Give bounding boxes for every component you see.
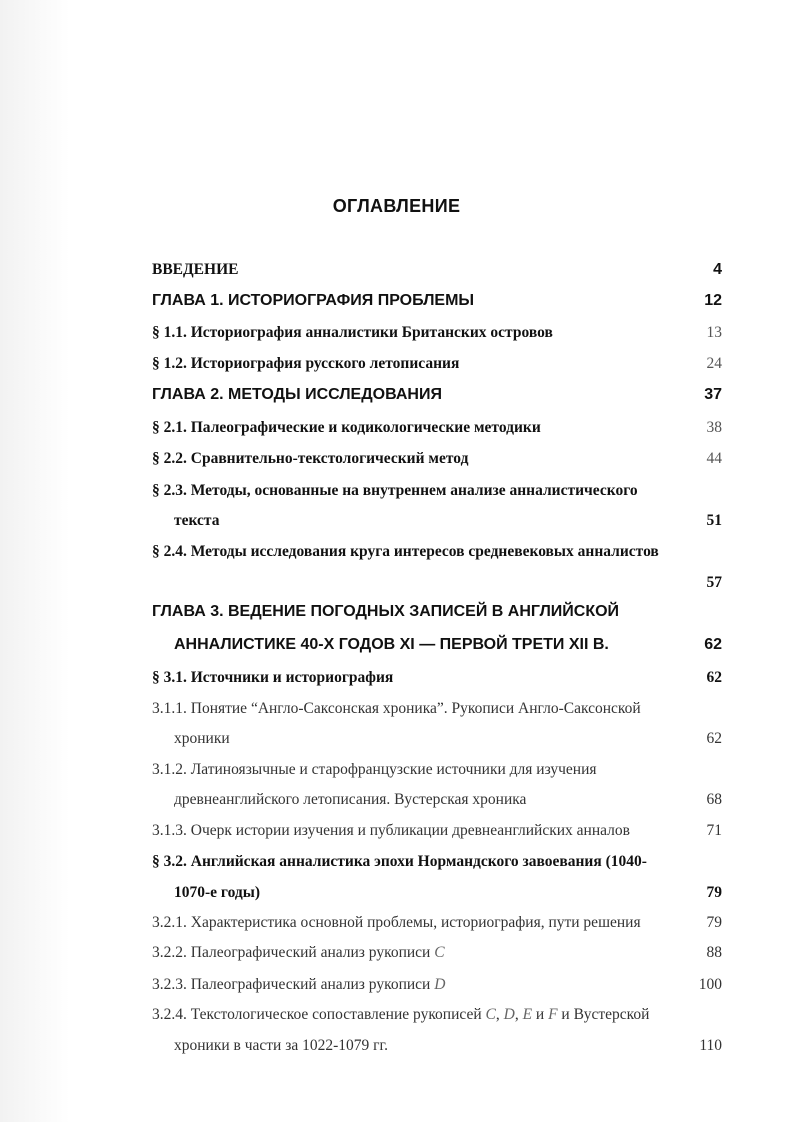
toc-entry-text-wrap [152, 1006, 649, 1024]
toc-entry-page: 57 [706, 574, 722, 591]
toc-entry-chapter-1[interactable] [152, 292, 722, 314]
toc-entry-text: § 2.4. Методы исследования круга интересов средневековых анналистов [152, 543, 659, 560]
toc-entry-text: 3.2.1. Характеристика основной проблемы, историография, пути решения [152, 914, 641, 931]
toc-entry-page: 4 [713, 261, 722, 278]
page-title: ОГЛАВЛЕНИЕ [332, 196, 461, 216]
toc-entry-page: 12 [704, 292, 722, 309]
toc-entry-text: § 2.1. Палеографические и кодикологические методики [152, 419, 541, 436]
toc-entry-subsection-3-2-2[interactable] [152, 944, 722, 966]
toc-entry-page: 44 [706, 450, 722, 467]
toc-entry-text: § 1.2. Историография русского летописания [152, 355, 460, 372]
toc-entry-section-2-4[interactable] [152, 543, 722, 565]
toc-entry-page: 68 [706, 791, 722, 808]
toc-entry-chapter-3[interactable] [152, 603, 722, 625]
toc-entry-text-cont: древнеанглийского летописания. Вустерская хроника [174, 791, 527, 808]
manuscript-siglum: E [522, 1006, 533, 1023]
manuscript-siglum: D [434, 976, 446, 993]
toc-entry-text-cont: хроники в части за 1022-1079 гг. [174, 1037, 388, 1054]
toc-entry-text: 3.2.3. Палеографический анализ рукописи [152, 976, 431, 993]
toc-entry-chapter-2[interactable] [152, 386, 722, 408]
toc-entry-section-3-1[interactable] [152, 669, 722, 691]
toc-entry-page: 62 [706, 669, 722, 686]
toc-entry-text: § 2.2. Сравнительно-текстологический метод [152, 450, 469, 467]
toc-entry-subsection-3-2-3[interactable] [152, 976, 722, 998]
toc-entry-text: ВВЕДЕНИЕ [152, 261, 239, 278]
toc-entry-text: ГЛАВА 1. ИСТОРИОГРАФИЯ ПРОБЛЕМЫ [152, 292, 475, 309]
toc-entry-subsection-3-1-2-cont[interactable] [174, 791, 722, 813]
toc-entry-text-cont: текста [174, 512, 220, 529]
toc-entry-text: 3.2.2. Палеографический анализ рукописи [152, 944, 431, 961]
toc-entry-text: 3.1.2. Латиноязычные и старофранцузские источники для изучения [152, 761, 597, 778]
manuscript-siglum: D [503, 1006, 515, 1023]
toc-entry-page: 62 [706, 730, 722, 747]
toc-entry-text-cont: АННАЛИСТИКЕ 40-Х ГОДОВ XI — ПЕРВОЙ ТРЕТИ XII В. [174, 636, 609, 653]
toc-entry-page: 79 [706, 884, 722, 901]
toc-entry-subsection-3-2-1[interactable] [152, 914, 722, 936]
toc-entry-page: 24 [706, 355, 722, 372]
toc-entry-introduction[interactable] [152, 261, 722, 283]
toc-entry-page: 79 [706, 914, 722, 931]
toc-entry-text-wrap [152, 976, 445, 994]
toc-entry-page: 100 [698, 976, 722, 993]
toc-entry-subsection-3-1-2[interactable] [152, 761, 722, 783]
toc-entry-section-2-2[interactable] [152, 450, 722, 472]
toc-entry-text: 3.2.4. Текстологическое сопоставление рукописей [152, 1006, 482, 1023]
toc-entry-text-cont: хроники [174, 730, 230, 747]
toc-entry-text-tail: и Вустерской [561, 1006, 650, 1023]
toc-entry-page: 51 [706, 512, 722, 529]
toc-entry-text-cont: 1070-е годы) [174, 884, 260, 901]
toc-entry-text-wrap [152, 944, 445, 962]
toc-entry-text: § 1.1. Историография анналистики Британских островов [152, 324, 553, 341]
toc-entry-page: 13 [706, 324, 722, 341]
toc-entry-page: 71 [706, 822, 722, 839]
toc-entry-text: 3.1.3. Очерк истории изучения и публикации древнеанглийских анналов [152, 822, 630, 839]
toc-entry-subsection-3-1-1-cont[interactable] [174, 730, 722, 752]
toc-entry-text: § 3.2. Английская анналистика эпохи Нормандского завоевания (1040- [152, 853, 647, 870]
toc-entry-section-2-3-cont[interactable] [174, 512, 722, 534]
toc-entry-subsection-3-2-4-cont[interactable] [174, 1037, 722, 1059]
separator: , [495, 1006, 500, 1023]
toc-entry-page: 110 [699, 1037, 722, 1054]
toc-entry-subsection-3-2-4[interactable] [152, 1006, 722, 1028]
toc-entry-subsection-3-1-3[interactable] [152, 822, 722, 844]
manuscript-siglum: C [485, 1006, 496, 1023]
toc-entry-section-2-1[interactable] [152, 419, 722, 441]
toc-entry-text: § 2.3. Методы, основанные на внутреннем анализе анналистического [152, 482, 638, 499]
manuscript-siglum: F [548, 1006, 558, 1023]
toc-entry-subsection-3-1-1[interactable] [152, 700, 722, 722]
conjunction: и [535, 1006, 545, 1023]
manuscript-siglum: C [434, 944, 445, 961]
toc-entry-section-3-2[interactable] [152, 853, 722, 875]
toc-entry-text: § 3.1. Источники и историография [152, 669, 394, 686]
toc-entry-section-3-2-cont[interactable] [174, 884, 722, 906]
toc-entry-text: ГЛАВА 3. ВЕДЕНИЕ ПОГОДНЫХ ЗАПИСЕЙ В АНГЛИЙСКОЙ [152, 603, 620, 620]
toc-entry-section-2-3[interactable] [152, 482, 722, 504]
toc-entry-section-1-1[interactable] [152, 324, 722, 346]
toc-entry-page: 38 [706, 419, 722, 436]
toc-entry-text: 3.1.1. Понятие “Англо-Саксонская хроника”. Рукописи Англо-Саксонской [152, 700, 641, 717]
toc-entry-section-2-4-page[interactable] [152, 574, 722, 596]
toc-entry-page: 88 [706, 944, 722, 961]
toc-entry-page: 37 [704, 386, 722, 403]
toc-entry-section-1-2[interactable] [152, 355, 722, 377]
separator: , [514, 1006, 519, 1023]
toc-entry-page: 62 [704, 636, 722, 653]
toc-entry-text: ГЛАВА 2. МЕТОДЫ ИССЛЕДОВАНИЯ [152, 386, 442, 403]
toc-entry-chapter-3-cont[interactable] [174, 636, 722, 658]
